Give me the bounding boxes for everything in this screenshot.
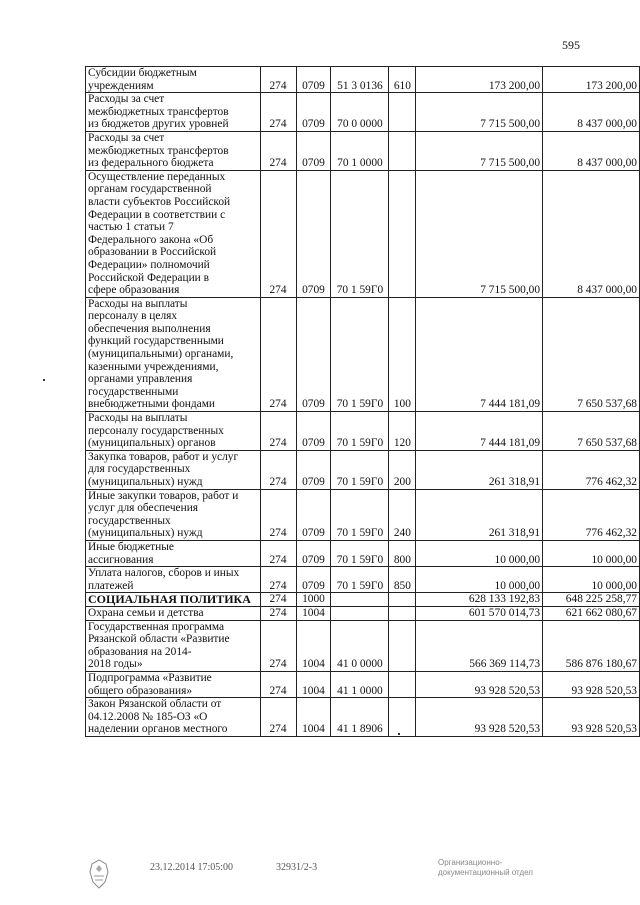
- row-name: Закупка товаров, работ и услуг для государственных (муниципальных) нужд: [86, 450, 261, 489]
- amount-2015: 7 715 500,00: [416, 93, 543, 132]
- amount-2015: 10 000,00: [416, 540, 543, 566]
- amount-2016: 10 000,00: [543, 540, 640, 566]
- budget-table: [85, 66, 640, 737]
- section-code: 0709: [296, 540, 331, 566]
- footer-department: Организационно- документационный отдел: [438, 858, 533, 877]
- section-code: 0709: [296, 412, 331, 451]
- section-code: 1004: [296, 606, 331, 620]
- amount-2015: 261 318,91: [416, 489, 543, 540]
- row-name: Иные бюджетные ассигнования: [86, 540, 261, 566]
- section-code: 0709: [296, 93, 331, 132]
- target-article-code: 41 1 0000: [331, 671, 389, 697]
- ved-code: 274: [260, 620, 296, 671]
- ved-code: 274: [260, 93, 296, 132]
- amount-2015: 7 715 500,00: [416, 170, 543, 297]
- amount-2016: 586 876 180,67: [543, 620, 640, 671]
- target-article-code: [331, 606, 389, 620]
- amount-2016: 8 437 000,00: [543, 93, 640, 132]
- expense-type-code: [389, 593, 416, 607]
- table-row: [86, 93, 640, 132]
- expense-type-code: 610: [389, 67, 416, 93]
- target-article-code: 41 1 8906: [331, 698, 389, 737]
- target-article-code: 70 1 59Г0: [331, 297, 389, 411]
- table-row: [86, 412, 640, 451]
- row-name: Государственная программа Рязанской области «Развитие образования на 2014- 2018 годы»: [86, 620, 261, 671]
- page-footer: [0, 852, 640, 902]
- table-row: [86, 170, 640, 297]
- expense-type-code: [389, 131, 416, 170]
- row-name: Подпрограмма «Развитие общего образования»: [86, 671, 261, 697]
- row-name: Закон Рязанской области от 04.12.2008 № 185-ОЗ «О наделении органов местного: [86, 698, 261, 737]
- ved-code: 274: [260, 540, 296, 566]
- row-name: Расходы за счет межбюджетных трансфертов из федерального бюджета: [86, 131, 261, 170]
- amount-2016: 93 928 520,53: [543, 671, 640, 697]
- target-article-code: 41 0 0000: [331, 620, 389, 671]
- amount-2016: 776 462,32: [543, 450, 640, 489]
- row-name: Охрана семьи и детства: [86, 606, 261, 620]
- scan-speck: [43, 379, 45, 381]
- table-row: [86, 671, 640, 697]
- amount-2015: 93 928 520,53: [416, 698, 543, 737]
- table-row: [86, 620, 640, 671]
- amount-2015: 566 369 114,73: [416, 620, 543, 671]
- amount-2015: 628 133 192,83: [416, 593, 543, 607]
- expense-type-code: 850: [389, 567, 416, 593]
- target-article-code: 70 1 59Г0: [331, 489, 389, 540]
- ved-code: 274: [260, 671, 296, 697]
- row-name: Субсидии бюджетным учреждениям: [86, 67, 261, 93]
- amount-2015: 7 444 181,09: [416, 297, 543, 411]
- section-code: 1004: [296, 671, 331, 697]
- expense-type-code: 800: [389, 540, 416, 566]
- expense-type-code: [389, 620, 416, 671]
- section-code: 1000: [296, 593, 331, 607]
- section-code: 0709: [296, 170, 331, 297]
- target-article-code: [331, 593, 389, 607]
- amount-2016: 173 200,00: [543, 67, 640, 93]
- row-name: Осуществление переданных органам государственной власти субъектов Российской Федерации в соответствии с частью 1 статьи 7 Федерального закона «Об образовании в Российской Федерации» полномочий Российской Федерации в сфере образования: [86, 170, 261, 297]
- amount-2015: 7 715 500,00: [416, 131, 543, 170]
- ved-code: 274: [260, 412, 296, 451]
- page-number: 595: [562, 38, 580, 52]
- expense-type-code: 240: [389, 489, 416, 540]
- expense-type-code: [389, 606, 416, 620]
- ved-code: 274: [260, 67, 296, 93]
- target-article-code: 70 1 59Г0: [331, 450, 389, 489]
- footer-datetime: 23.12.2014 17:05:00: [150, 862, 234, 873]
- amount-2015: 7 444 181,09: [416, 412, 543, 451]
- amount-2015: 261 318,91: [416, 450, 543, 489]
- expense-type-code: [389, 698, 416, 737]
- amount-2016: 621 662 080,67: [543, 606, 640, 620]
- row-name: Иные закупки товаров, работ и услуг для обеспечения государственных (муниципальных) нужд: [86, 489, 261, 540]
- section-code: 0709: [296, 297, 331, 411]
- expense-type-code: 120: [389, 412, 416, 451]
- table-row: [86, 450, 640, 489]
- row-name: Расходы на выплаты персоналу государственных (муниципальных) органов: [86, 412, 261, 451]
- row-name: СОЦИАЛЬНАЯ ПОЛИТИКА: [86, 593, 261, 607]
- section-code: 0709: [296, 567, 331, 593]
- amount-2016: 7 650 537,68: [543, 412, 640, 451]
- section-code: 1004: [296, 698, 331, 737]
- target-article-code: 51 3 0136: [331, 67, 389, 93]
- table-row: [86, 567, 640, 593]
- ved-code: 274: [260, 131, 296, 170]
- amount-2016: 7 650 537,68: [543, 297, 640, 411]
- target-article-code: 70 0 0000: [331, 93, 389, 132]
- table-row: [86, 489, 640, 540]
- expense-type-code: 200: [389, 450, 416, 489]
- table-row: [86, 593, 640, 607]
- target-article-code: 70 1 59Г0: [331, 412, 389, 451]
- amount-2016: 8 437 000,00: [543, 131, 640, 170]
- ved-code: 274: [260, 593, 296, 607]
- expense-type-code: [389, 93, 416, 132]
- footer-doc-number: 32931/2-3: [276, 862, 318, 873]
- amount-2015: 93 928 520,53: [416, 671, 543, 697]
- amount-2015: 601 570 014,73: [416, 606, 543, 620]
- section-code: 0709: [296, 450, 331, 489]
- ved-code: 274: [260, 606, 296, 620]
- amount-2016: 93 928 520,53: [543, 698, 640, 737]
- table-row: [86, 606, 640, 620]
- expense-type-code: 100: [389, 297, 416, 411]
- amount-2016: 10 000,00: [543, 567, 640, 593]
- table-row: [86, 297, 640, 411]
- target-article-code: 70 1 59Г0: [331, 170, 389, 297]
- scan-speck: [398, 733, 400, 735]
- target-article-code: 70 1 59Г0: [331, 540, 389, 566]
- section-code: 0709: [296, 67, 331, 93]
- expense-type-code: [389, 170, 416, 297]
- ved-code: 274: [260, 170, 296, 297]
- ved-code: 274: [260, 567, 296, 593]
- coat-of-arms-icon: [86, 858, 112, 890]
- table-row: [86, 67, 640, 93]
- target-article-code: 70 1 0000: [331, 131, 389, 170]
- amount-2016: 648 225 258,77: [543, 593, 640, 607]
- table-row: [86, 131, 640, 170]
- target-article-code: 70 1 59Г0: [331, 567, 389, 593]
- table-row: [86, 540, 640, 566]
- table-body: [86, 67, 640, 737]
- row-name: Расходы на выплаты персоналу в целях обеспечения выполнения функций государственными (муниципальными) органами, казенными учреждениями, органами управления государственными внебюджетными фондами: [86, 297, 261, 411]
- amount-2015: 173 200,00: [416, 67, 543, 93]
- section-code: 0709: [296, 489, 331, 540]
- ved-code: 274: [260, 489, 296, 540]
- row-name: Уплата налогов, сборов и иных платежей: [86, 567, 261, 593]
- ved-code: 274: [260, 450, 296, 489]
- row-name: Расходы за счет межбюджетных трансфертов из бюджетов других уровней: [86, 93, 261, 132]
- amount-2015: 10 000,00: [416, 567, 543, 593]
- amount-2016: 776 462,32: [543, 489, 640, 540]
- amount-2016: 8 437 000,00: [543, 170, 640, 297]
- table-row: [86, 698, 640, 737]
- expense-type-code: [389, 671, 416, 697]
- section-code: 1004: [296, 620, 331, 671]
- section-code: 0709: [296, 131, 331, 170]
- ved-code: 274: [260, 698, 296, 737]
- ved-code: 274: [260, 297, 296, 411]
